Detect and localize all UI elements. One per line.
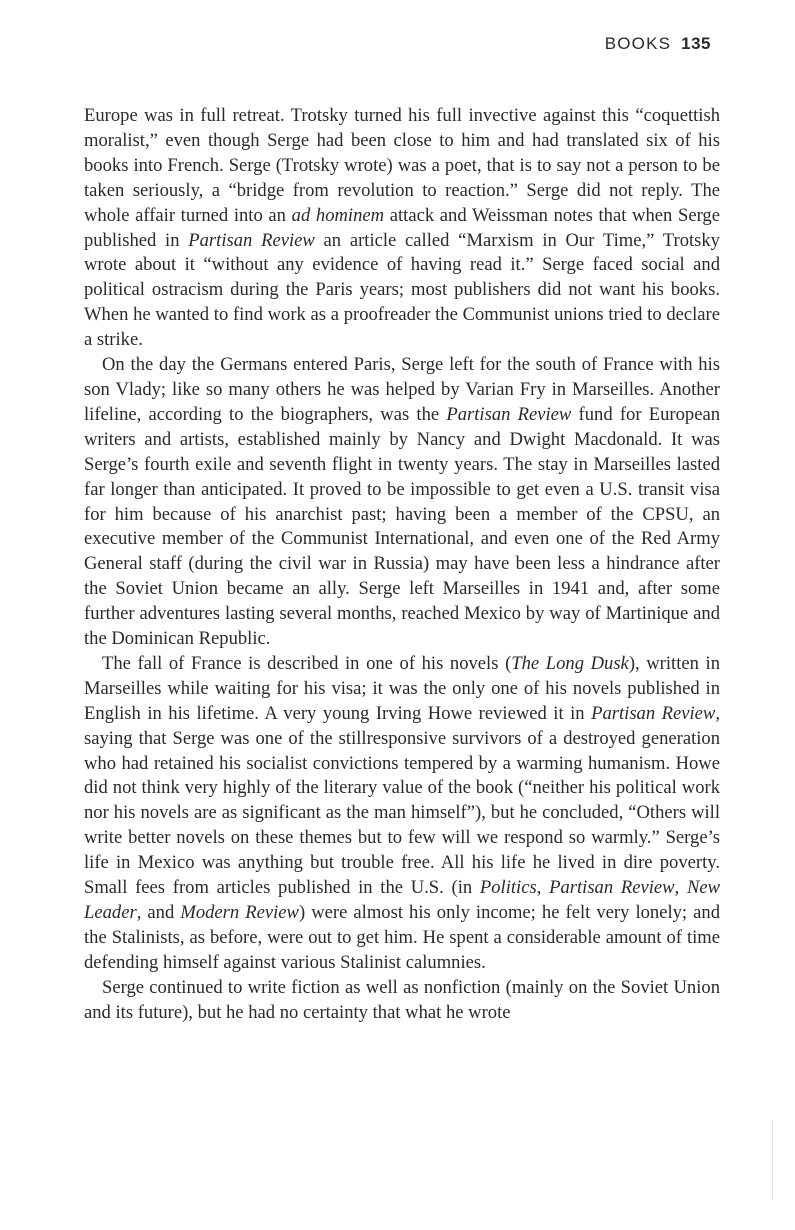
page-number: 135 [681,34,711,53]
paragraph-4 [84,976,720,1026]
text-run: , [536,877,550,899]
paragraph-2 [84,353,720,652]
italic-title: Partisan Review [446,403,572,425]
italic-title: The Long Dusk [511,652,629,674]
text-run: , and [136,902,181,923]
text-run: ), written in Marseilles while waiting for his visa; it was the only one of his novels published in English in his lifetime. A very young Irving Howe reviewed it in [84,652,720,724]
italic-title: Politics [479,877,537,899]
italic-title: Partisan Review [188,229,315,251]
paragraph-1 [84,104,720,353]
text-run: attack and Weissman notes that when Serge published in [84,204,720,251]
text-run: fund for European writers and artists, established mainly by Nancy and Dwight Macdonald. It was Serge’s fourth exile and seventh flight in twenty years. The stay in Marseilles lasted far longer than anticipated. It proved to be impossible to get even a U.S. transit visa for him because of his anarchist past; having been a member of the CPSU, an executive member of the Communist International, and even one of the Red Army General staff (during the civil war in Russia) may have been less a hindrance after the Soviet Union became an ally. Serge left Marseilles in 1941 and, after some further adventures lasting several months, reached Mexico by way of Martinique and the Dominican Republic. [84,403,721,650]
body-text [84,104,720,1026]
text-run: On the day the Germans entered Paris, Serge left for the south of France with his son Vlady; like so many others he was helped by Varian Fry in Marseilles. Another lifeline, according to the biographers, was the [84,354,720,425]
italic-title: ad hominem [291,204,385,226]
text-run: Serge continued to write fiction as well as nonfiction (mainly on the Soviet Union and its future), but he had no certainty that what he wrote [84,976,720,1023]
italic-title: New Leader [84,877,720,923]
italic-title: Partisan Review [591,702,716,724]
italic-title: Partisan Review [549,877,675,899]
text-run: , [674,877,687,899]
text-run: ) were almost his only income; he felt very lonely; and the Stalinists, as before, were out to get him. He spent a considerable amount of time defending himself against various Stalinist calumnies. [84,902,721,973]
page-edge-mark [772,1120,773,1200]
italic-title: Modern Review [180,902,299,923]
text-run: Europe was in full retreat. Trotsky turned his full invective against this “coquettish moralist,” even though Serge had been close to him and had translated six of his books into French. Serge (Trotsky wrote) was a poet, that is to say not a person to be taken seriously, a “bridge from revolution to reaction.” Serge did not reply. The whole affair turned into an [84,105,720,226]
paragraph-3 [84,652,720,976]
running-head [605,34,711,54]
text-run: , saying that Serge was one of the stillresponsive survivors of a destroyed generation who had retained his socialist convictions tempered by a warming humanism. Howe did not think very highly of the literary value of the book (“neither his political work nor his novels are as significant as the man himself”), but he concluded, “Others will write better novels on these themes but to few will we respond so warmly.” Serge’s life in Mexico was anything but trouble free. All his life he lived in dire poverty. Small fees from articles published in the U.S. (in [84,702,720,899]
text-run: an article called “Marxism in Our Time,” Trotsky wrote about it “without any evidence of having read it.” Serge faced social and political ostracism during the Paris years; most publishers did not want his books. When he wanted to find work as a proofreader the Communist unions tried to declare a strike. [84,229,720,351]
section-title: BOOKS [604,34,672,53]
text-run: The fall of France is described in one of his novels ( [102,652,512,674]
